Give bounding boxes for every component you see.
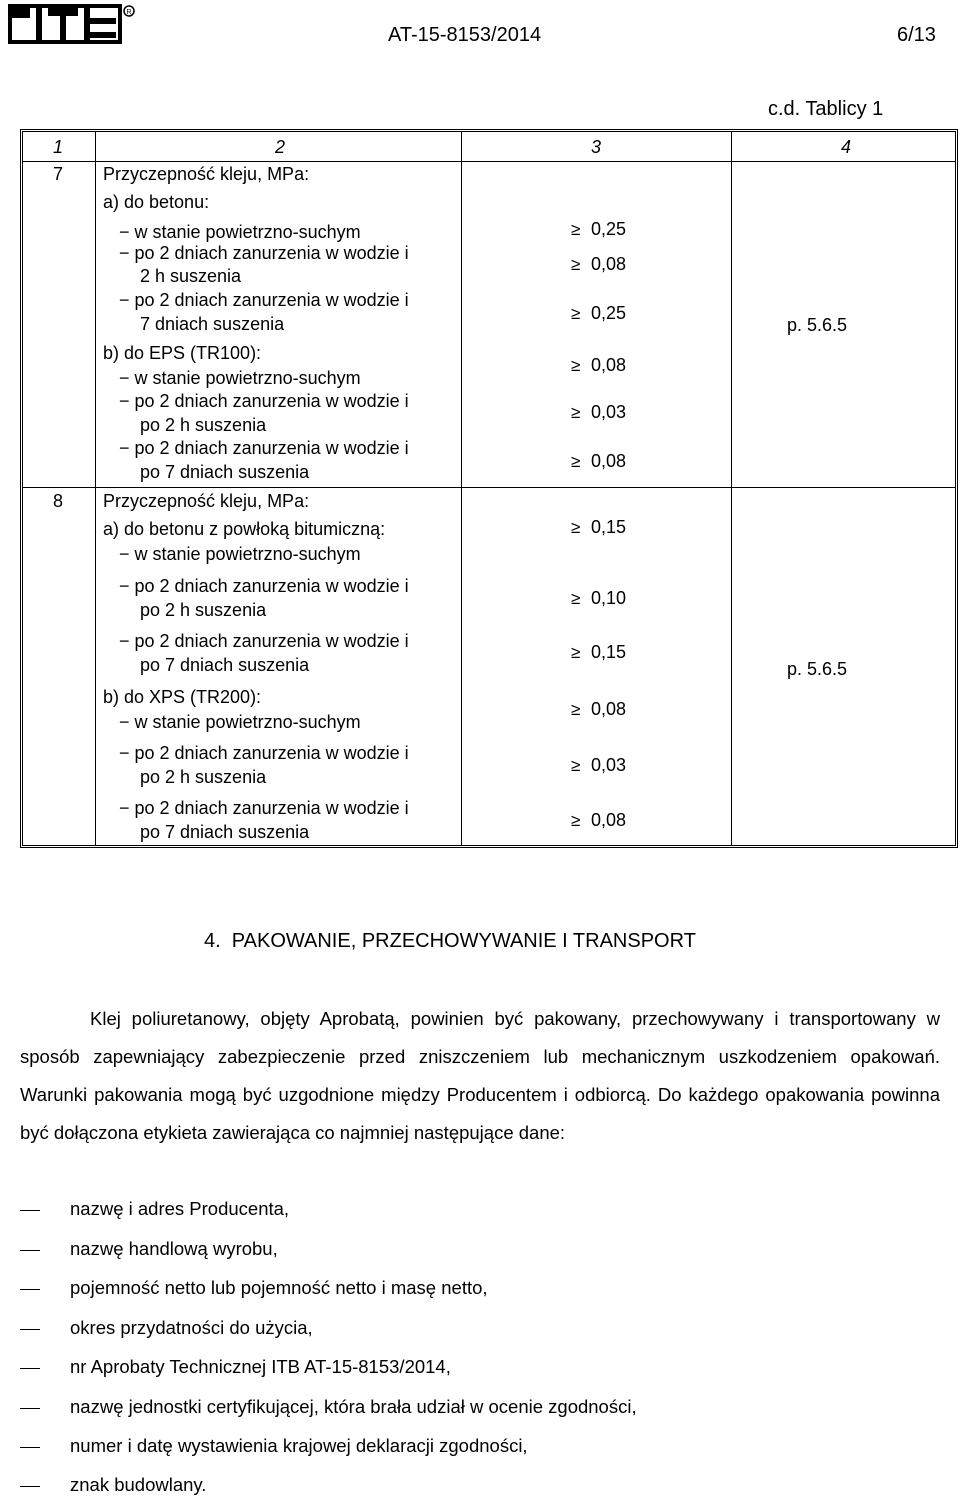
itb-logo xyxy=(8,4,136,44)
value-text: 0,08 xyxy=(591,254,627,274)
row-line: − po 2 dniach zanurzenia w wodzie i xyxy=(119,243,409,263)
row-line: po 7 dniach suszenia xyxy=(140,655,310,675)
col-header-2: 2 xyxy=(275,137,286,157)
value-text: 0,15 xyxy=(591,642,627,662)
greater-or-equal-icon: ≥ xyxy=(571,304,581,323)
row-line-text: w stanie powietrzno-suchym xyxy=(134,368,361,388)
section-heading: 4. PAKOWANIE, PRZECHOWYWANIE I TRANSPORT xyxy=(204,930,696,952)
value-text: 0,25 xyxy=(591,303,627,323)
row-number: 8 xyxy=(53,491,64,511)
greater-or-equal-icon: ≥ xyxy=(571,756,581,775)
list-item xyxy=(20,1198,289,1220)
value-cell xyxy=(571,450,626,473)
row-line-text: po 2 dniach zanurzenia w wodzie i xyxy=(134,798,409,818)
list-item xyxy=(20,1474,206,1496)
dash-icon xyxy=(20,1329,40,1330)
row-divider xyxy=(23,487,955,488)
row-line-text: po 2 dniach zanurzenia w wodzie i xyxy=(134,576,409,596)
svg-text:R: R xyxy=(126,9,132,16)
row-line: − w stanie powietrzno-suchym xyxy=(119,368,361,388)
dash-icon xyxy=(20,1447,40,1448)
row-line: a) do betonu z powłoką bitumiczną: xyxy=(103,519,386,539)
row-line-text: po 2 dniach zanurzenia w wodzie i xyxy=(134,743,409,763)
paragraph-text: Klej poliuretanowy, objęty Aprobatą, powinien być pakowany, przechowywany i transportowany w sposób zapewniający zabezpieczenie przed zniszczeniem lub mechanicznym uszkodzeniem opakowań. Warunki pakowania mogą być uzgodnione między Producentem i odbiorcą. Do każdego opakowania powinna być dołączona etykieta zawierająca co najmniej następujące dane: xyxy=(20,1008,940,1143)
value-cell xyxy=(571,809,626,832)
value-cell xyxy=(571,641,626,664)
section-paragraph xyxy=(20,1000,940,1152)
dash-icon xyxy=(20,1486,40,1487)
list-item-text: nazwę jednostki certyfikującej, która brała udział w ocenie zgodności, xyxy=(70,1396,637,1417)
row-line: po 2 h suszenia xyxy=(140,767,267,787)
col-header-3: 3 xyxy=(591,137,602,157)
value-cell xyxy=(571,401,626,424)
value-cell xyxy=(571,754,626,777)
dash-icon xyxy=(20,1368,40,1369)
dash-icon xyxy=(20,1408,40,1409)
row-line-text: po 2 dniach zanurzenia w wodzie i xyxy=(134,290,409,310)
greater-or-equal-icon: ≥ xyxy=(571,220,581,239)
list-item-text: znak budowlany. xyxy=(70,1474,207,1495)
page-number: 6/13 xyxy=(897,24,936,46)
dash-icon xyxy=(20,1250,40,1251)
column-divider xyxy=(461,132,462,845)
row-line: a) do betonu: xyxy=(103,192,210,212)
row-line-text: po 2 dniach zanurzenia w wodzie i xyxy=(134,391,409,411)
row-line: − w stanie powietrzno-suchym xyxy=(119,222,361,242)
reference-cell: p. 5.6.5 xyxy=(787,659,848,679)
row-line: po 2 h suszenia xyxy=(140,600,267,620)
dash-icon xyxy=(20,1289,40,1290)
value-cell xyxy=(571,354,626,377)
row-line: b) do EPS (TR100): xyxy=(103,343,262,363)
row-line: − po 2 dniach zanurzenia w wodzie i xyxy=(119,576,409,596)
row-line-text: w stanie powietrzno-suchym xyxy=(134,222,361,242)
greater-or-equal-icon: ≥ xyxy=(571,452,581,471)
row-line-text: w stanie powietrzno-suchym xyxy=(134,544,361,564)
row-line: − w stanie powietrzno-suchym xyxy=(119,712,361,732)
value-cell xyxy=(571,302,626,325)
row-line-text: po 2 dniach zanurzenia w wodzie i xyxy=(134,438,409,458)
value-text: 0,03 xyxy=(591,755,627,775)
value-cell xyxy=(571,516,626,539)
row-title: Przyczepność kleju, MPa: xyxy=(103,491,310,511)
col-header-1: 1 xyxy=(53,137,64,157)
list-item xyxy=(20,1238,278,1260)
column-divider xyxy=(95,132,96,845)
value-text: 0,08 xyxy=(591,810,627,830)
row-line: − po 2 dniach zanurzenia w wodzie i xyxy=(119,290,409,310)
value-cell xyxy=(571,253,626,276)
row-line: − po 2 dniach zanurzenia w wodzie i xyxy=(119,798,409,818)
list-item xyxy=(20,1435,528,1457)
row-line: b) do XPS (TR200): xyxy=(103,687,262,707)
row-line: po 7 dniach suszenia xyxy=(140,822,310,842)
dash-icon xyxy=(20,1210,40,1211)
value-text: 0,25 xyxy=(591,219,627,239)
table-continuation-label: c.d. Tablicy 1 xyxy=(768,98,884,120)
list-item-text: numer i datę wystawienia krajowej deklaracji zgodności, xyxy=(70,1435,528,1456)
list-item-text: nazwę i adres Producenta, xyxy=(70,1198,290,1219)
value-text: 0,08 xyxy=(591,699,627,719)
properties-table xyxy=(20,129,958,848)
list-item-text: okres przydatności do użycia, xyxy=(70,1317,313,1338)
list-item xyxy=(20,1356,451,1378)
reference-cell: p. 5.6.5 xyxy=(787,315,848,335)
row-line: 7 dniach suszenia xyxy=(140,314,285,334)
greater-or-equal-icon: ≥ xyxy=(571,356,581,375)
value-text: 0,08 xyxy=(591,355,627,375)
row-line: − po 2 dniach zanurzenia w wodzie i xyxy=(119,391,409,411)
row-line: − po 2 dniach zanurzenia w wodzie i xyxy=(119,438,409,458)
row-line-text: po 2 dniach zanurzenia w wodzie i xyxy=(134,243,409,263)
row-line: po 2 h suszenia xyxy=(140,415,267,435)
row-line: − w stanie powietrzno-suchym xyxy=(119,544,361,564)
row-title: Przyczepność kleju, MPa: xyxy=(103,164,310,184)
header-divider xyxy=(23,161,955,162)
greater-or-equal-icon: ≥ xyxy=(571,255,581,274)
value-text: 0,08 xyxy=(591,451,627,471)
greater-or-equal-icon: ≥ xyxy=(571,589,581,608)
value-text: 0,15 xyxy=(591,517,627,537)
col-header-4: 4 xyxy=(841,137,852,157)
value-text: 0,03 xyxy=(591,402,627,422)
value-cell xyxy=(571,587,626,610)
value-cell xyxy=(571,698,626,721)
row-line: 2 h suszenia xyxy=(140,266,242,286)
greater-or-equal-icon: ≥ xyxy=(571,643,581,662)
greater-or-equal-icon: ≥ xyxy=(571,811,581,830)
list-item xyxy=(20,1317,313,1339)
row-line-text: po 2 dniach zanurzenia w wodzie i xyxy=(134,631,409,651)
value-cell xyxy=(571,218,626,241)
row-line: − po 2 dniach zanurzenia w wodzie i xyxy=(119,631,409,651)
greater-or-equal-icon: ≥ xyxy=(571,700,581,719)
row-line-text: w stanie powietrzno-suchym xyxy=(134,712,361,732)
list-item xyxy=(20,1277,488,1299)
list-item-text: nazwę handlową wyrobu, xyxy=(70,1238,278,1259)
greater-or-equal-icon: ≥ xyxy=(571,403,581,422)
document-id: AT-15-8153/2014 xyxy=(388,24,542,46)
list-item xyxy=(20,1396,637,1418)
value-text: 0,10 xyxy=(591,588,627,608)
row-number: 7 xyxy=(53,164,64,184)
list-item-text: nr Aprobaty Technicznej ITB AT-15-8153/2014, xyxy=(70,1356,451,1377)
row-line: − po 2 dniach zanurzenia w wodzie i xyxy=(119,743,409,763)
list-item-text: pojemność netto lub pojemność netto i masę netto, xyxy=(70,1277,488,1298)
column-divider xyxy=(731,132,732,845)
greater-or-equal-icon: ≥ xyxy=(571,518,581,537)
row-line: po 7 dniach suszenia xyxy=(140,462,310,482)
